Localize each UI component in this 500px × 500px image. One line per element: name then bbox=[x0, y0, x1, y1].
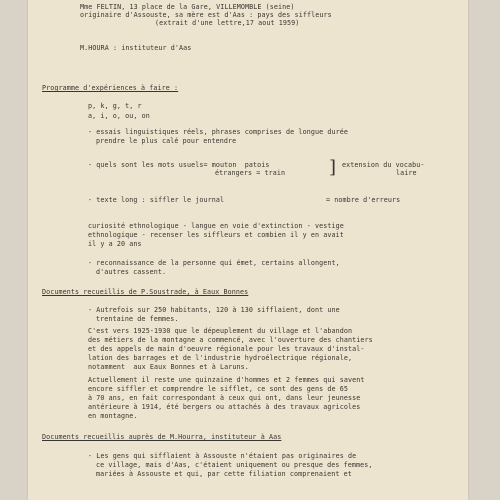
header-line-1: Mme FELTIN, 13 place de la Gare, VILLEMOMBLE (seine) bbox=[80, 3, 295, 11]
soustrade-b-line-4: lation des barrages et de l'industrie hydroélectrique régionale, bbox=[88, 354, 353, 362]
header-line-2: originaire d'Assouste, sa mère est d'Aas : pays des siffleurs bbox=[80, 11, 332, 19]
programme-bullet-3-side: = nombre d'erreurs bbox=[326, 196, 401, 204]
programme-bullet-3: - texte long : siffler le journal bbox=[88, 196, 225, 204]
document-page bbox=[28, 0, 468, 500]
consonants-line: p, k, g, t, r bbox=[88, 102, 142, 110]
programme-para-1-line-3: il y a 20 ans bbox=[88, 240, 142, 248]
curly-brace: ] bbox=[329, 157, 337, 178]
programme-para-2-line-1: - reconnaissance de la personne qui émet, certains allongent, bbox=[88, 259, 340, 267]
soustrade-b-line-1: C'est vers 1925-1930 que le dépeuplement du village et l'abandon bbox=[88, 327, 353, 335]
soustrade-heading: Documents recueillis de P.Soustrade, à Eaux Bonnes bbox=[42, 288, 249, 296]
programme-bullet-1-line-2: prendre le plus calé pour entendre bbox=[96, 137, 237, 145]
programme-para-1-line-1: curiosité ethnologique - langue en voie d'extinction - vestige bbox=[88, 222, 344, 230]
programme-bullet-2-line-1: - quels sont les mots usuels= mouton patois bbox=[88, 161, 270, 169]
hourra-heading: Documents recueillis auprès de M.Hourra, instituteur à Aas bbox=[42, 433, 282, 441]
hourra-a-line-3: mariées à Assouste et qui, par cette filiation comprenaient et bbox=[96, 470, 352, 478]
soustrade-a-line-2: trentaine de femmes. bbox=[96, 315, 179, 323]
header-line-3: (extrait d'une lettre,17 aout 1959) bbox=[155, 19, 300, 27]
soustrade-c-line-3: à 70 ans, en fait correspondant à ceux qui ont, dans leur jeunesse bbox=[88, 394, 361, 402]
addressee-line: M.HOURA : instituteur d'Aas bbox=[80, 44, 192, 52]
programme-bullet-2-side-1: extension du vocabu- bbox=[342, 161, 425, 169]
programme-para-2-line-2: d'autres cassent. bbox=[96, 268, 167, 276]
soustrade-b-line-3: et des appels de main d'oeuvre régionale pour les travaux d'instal- bbox=[88, 345, 365, 353]
soustrade-c-line-4: antérieure à 1914, été bergers ou attachés à des travaux agricoles bbox=[88, 403, 361, 411]
soustrade-b-line-5: notamment aux Eaux Bonnes et à Laruns. bbox=[88, 363, 249, 371]
hourra-a-line-1: - Les gens qui sifflaient à Assouste n'étaient pas originaires de bbox=[88, 452, 357, 460]
programme-heading: Programme d'expériences à faire : bbox=[42, 84, 179, 92]
programme-bullet-2-side-2: laire bbox=[396, 169, 417, 177]
programme-para-1-line-2: ethnologique - recenser les siffleurs et combien il y en avait bbox=[88, 231, 344, 239]
vowels-line: a, i, o, ou, on bbox=[88, 112, 150, 120]
hourra-a-line-2: ce village, mais d'Aas, c'étaient uniquement ou presque des femmes, bbox=[96, 461, 373, 469]
soustrade-c-line-2: encore siffler et comprendre le sifflet, ce sont des gens de 65 bbox=[88, 385, 348, 393]
soustrade-c-line-5: en montagne. bbox=[88, 412, 138, 420]
soustrade-a-line-1: - Autrefois sur 250 habitants, 120 à 130 sifflaient, dont une bbox=[88, 306, 340, 314]
soustrade-c-line-1: Actuellement il reste une quinzaine d'hommes et 2 femmes qui savent bbox=[88, 376, 365, 384]
programme-bullet-2-line-2: étrangers = train bbox=[215, 169, 286, 177]
soustrade-b-line-2: des métiers de la montagne a commencé, avec l'ouverture des chantiers bbox=[88, 336, 373, 344]
programme-bullet-1-line-1: - essais linguistiques réels, phrases comprises de longue durée bbox=[88, 128, 348, 136]
